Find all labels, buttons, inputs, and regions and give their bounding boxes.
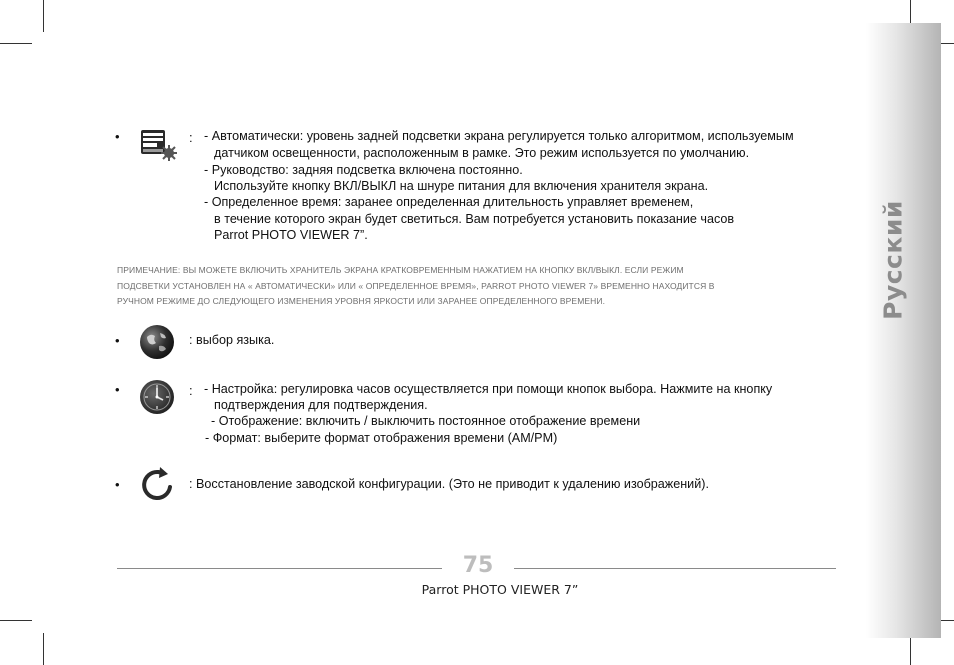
crop-mark <box>43 0 44 32</box>
backlight-manual-text-cont: Используйте кнопку ВКЛ/ВЫКЛ на шнуре питания для включения хранителя экрана. <box>214 179 709 193</box>
colon: : <box>189 383 193 398</box>
note-line: ПОДСВЕТКИ УСТАНОВЛЕН НА « АВТОМАТИЧЕСКИ» ИЛИ « ОПРЕДЕЛЕННОЕ ВРЕМЯ», PARROT PHOTO VIEWER 7» ВРЕМЕННО НАХОДИТСЯ В <box>117 280 715 291</box>
page-number: 75 <box>462 553 494 578</box>
backlight-auto-text-cont: датчиком освещенности, расположенным в рамке. Это режим используется по умолчанию. <box>214 146 750 160</box>
note-line: ПРИМЕЧАНИЕ: ВЫ МОЖЕТЕ ВКЛЮЧИТЬ ХРАНИТЕЛЬ ЭКРАНА КРАТКОВРЕМЕННЫМ НАЖАТИЕМ НА КНОПКУ ВКЛ/ВЫКЛ. ЕСЛИ РЕЖИМ <box>117 265 684 275</box>
note-line: РУЧНОМ РЕЖИМЕ ДО СЛЕДУЮЩЕГО ИЗМЕНЕНИЯ УРОВНЯ ЯРКОСТИ ИЛИ ЗАРАНЕЕ ОПРЕДЕЛЕННОГО ВРЕМЕНИ. <box>117 296 606 306</box>
footer-rule-right <box>514 568 836 569</box>
backlight-timed-text: - Определенное время: заранее определенная длительность управляет временем, <box>204 195 694 209</box>
clock-setting-text-cont: подтверждения для подтверждения. <box>214 398 428 412</box>
clock-icon <box>139 377 175 417</box>
reset-icon <box>142 467 174 503</box>
language-text: : выбор языка. <box>189 333 275 347</box>
bullet: • <box>115 382 120 397</box>
backlight-settings-icon <box>139 126 177 162</box>
colon: : <box>189 130 193 145</box>
footer-title: Parrot PHOTO VIEWER 7” <box>421 582 579 597</box>
clock-display-text: - Отображение: включить / выключить постоянное отображение времени <box>211 414 641 428</box>
bullet: • <box>115 333 120 348</box>
backlight-auto-text: - Автоматически: уровень задней подсветки экрана регулируется только алгоритмом, используемым <box>204 129 794 143</box>
backlight-timed-text-cont: в течение которого экран будет светиться. Вам потребуется установить показание часов <box>214 212 735 226</box>
reset-text: : Восстановление заводской конфигурации. (Это не приводит к удалению изображений). <box>189 477 709 491</box>
clock-format-text: - Формат: выберите формат отображения времени (AM/PM) <box>205 431 558 445</box>
crop-mark <box>43 633 44 665</box>
globe-icon <box>139 324 175 360</box>
language-side-label <box>878 200 908 320</box>
footer-rule-left <box>117 568 442 569</box>
backlight-manual-text: - Руководство: задняя подсветка включена постоянно. <box>204 163 523 177</box>
clock-setting-text: - Настройка: регулировка часов осуществляется при помощи кнопок выбора. Нажмите на кнопку <box>204 382 773 396</box>
bullet: • <box>115 477 120 492</box>
crop-mark <box>0 43 32 44</box>
crop-mark <box>0 620 32 621</box>
language-side-label-text: Русский <box>878 200 908 320</box>
bullet: • <box>115 129 120 144</box>
backlight-timed-text-cont: Parrot PHOTO VIEWER 7”. <box>214 228 368 242</box>
language-side-tab <box>866 23 941 638</box>
note-block <box>117 263 838 310</box>
